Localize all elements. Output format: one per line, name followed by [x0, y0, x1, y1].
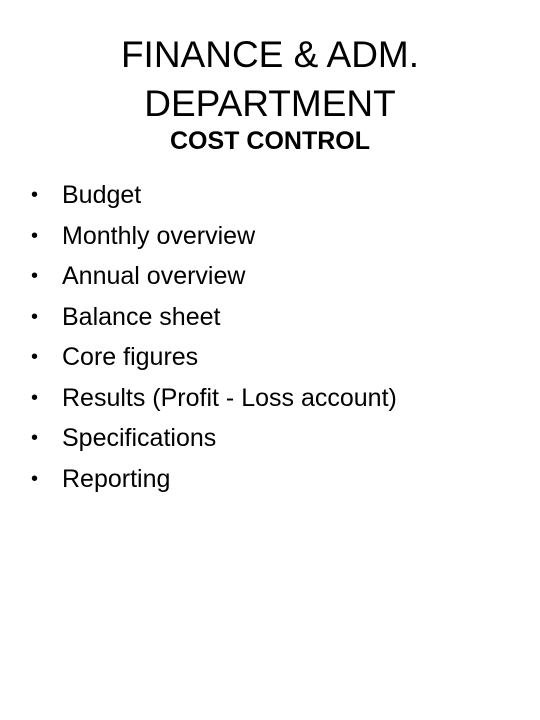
- slide-title-line-2: DEPARTMENT: [144, 83, 396, 124]
- list-item-text: Reporting: [62, 464, 171, 493]
- list-item-text: Annual overview: [62, 262, 246, 290]
- list-item-text: Specifications: [62, 424, 217, 452]
- bullet-icon: •: [31, 265, 39, 287]
- list-item: [25, 337, 525, 378]
- bullet-icon: •: [31, 184, 39, 206]
- slide-title: [0, 30, 540, 128]
- slide-subtitle: COST CONTROL: [170, 127, 370, 155]
- list-item-text: Budget: [62, 181, 142, 209]
- list-item: [25, 418, 525, 459]
- bullet-icon: •: [31, 305, 39, 328]
- list-item-text: Monthly overview: [62, 221, 256, 250]
- list-item: [25, 378, 525, 419]
- bullet-icon: •: [31, 224, 39, 247]
- list-item: [25, 256, 525, 297]
- list-item: [25, 459, 525, 500]
- slide-title-line-1: FINANCE & ADM.: [120, 34, 420, 75]
- list-item: [25, 175, 525, 216]
- bullet-icon: •: [31, 427, 39, 449]
- bullet-icon: •: [31, 346, 39, 368]
- bullet-list: [25, 175, 525, 499]
- bullet-icon: •: [31, 386, 39, 409]
- list-item-text: Results (Profit - Loss account): [62, 383, 397, 412]
- list-item-text: Balance sheet: [62, 302, 221, 331]
- list-item-text: Core figures: [62, 343, 199, 371]
- list-item: [25, 297, 525, 338]
- list-item: [25, 216, 525, 257]
- bullet-icon: •: [31, 467, 39, 490]
